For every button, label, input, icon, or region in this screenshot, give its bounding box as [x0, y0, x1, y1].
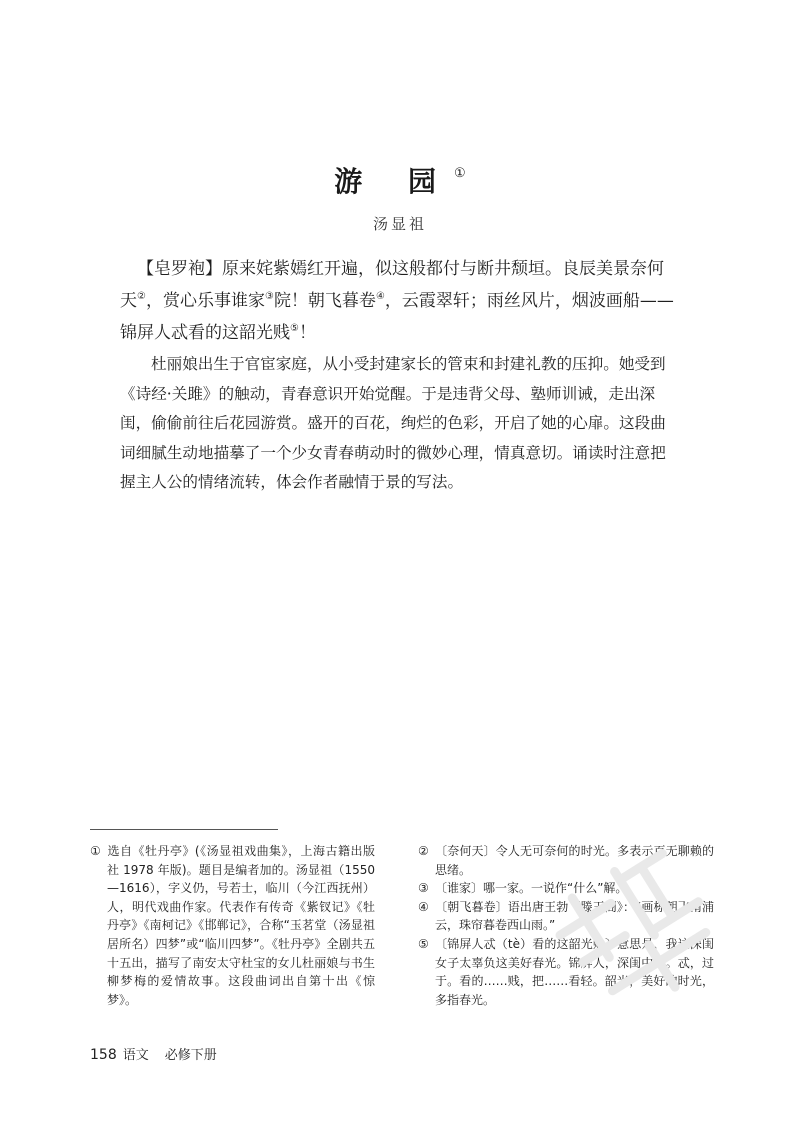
footnote-mark: ④: [418, 899, 429, 914]
aria-segment: 院！朝飞暮卷: [273, 291, 376, 311]
title-text: 游 园: [334, 165, 455, 198]
footnote-ref: ③: [264, 291, 274, 302]
footnote-column-right: [418, 842, 714, 1009]
page-footer: [90, 1044, 217, 1063]
footnote-ref: ②: [137, 291, 146, 302]
footnote-mark: ③: [418, 881, 429, 896]
footnote-text: 〔朝飞暮卷〕语出唐王勃《滕王阁》：“画栋朝飞南浦云，珠帘暮卷西山雨。”: [435, 899, 714, 933]
footnote-text: 〔奈何天〕令人无可奈何的时光。多表示百无聊赖的思绪。: [435, 844, 714, 877]
aria-segment: ，云霞翠轩；雨丝风片，烟波画船——锦屏人忒看的这韶光贱: [120, 291, 674, 343]
footnote-text: 〔锦屏人忒（tè）看的这韶光贱〕意思是，我这深闺女子太辜负这美好春光。锦屏人，深闺中人。忒，过于。看的……贱，把……看轻。韶光，美好的时光，多指春光。: [435, 936, 714, 1007]
aria-segment: ，赏心乐事谁家: [145, 291, 265, 311]
footnote-ref: ④: [375, 291, 385, 302]
footer-volume: 必修下册: [164, 1048, 217, 1063]
aria-lyrics: [120, 256, 680, 347]
footnote-divider: [90, 829, 278, 830]
footnote-column-left: [90, 842, 375, 1009]
footnote-item: [418, 935, 714, 1009]
author-name: 汤显祖: [372, 215, 427, 233]
footnote-mark: ①: [90, 844, 101, 858]
aria-segment: ！: [298, 323, 316, 343]
footnote-mark: ②: [418, 844, 429, 858]
footnote-ref: ⑤: [290, 323, 299, 334]
footnote-text: 选自《牡丹亭》(《汤显祖戏曲集》，上海古籍出版社 1978 年版)。题目是编者加的。汤显祖（1550—1616），字义仍，号若士，临川（今江西抚州）人，明代戏曲作家。代表作有传奇《紫钗记》《牡丹亭》《南柯记》《邯郸记》，合称“玉茗堂（汤显祖居所名）四梦”或“临川四梦”。《牡丹亭》全剧共五十五出，描写了南安太守杜宝的女儿杜丽娘与书生柳梦梅的爱情故事。这段曲词出自第十出《惊梦》。: [107, 844, 375, 1007]
footnote-text: 〔谁家〕哪一家。一说作“什么”解。: [435, 881, 628, 896]
footer-subject: 语文: [122, 1048, 149, 1063]
footnote-item: [418, 898, 714, 935]
footnote-item: [90, 842, 375, 1009]
title-footnote-mark: ①: [454, 166, 466, 181]
page-title: [0, 156, 800, 200]
footnote-mark: ⑤: [418, 936, 429, 951]
page-number: 158: [90, 1047, 117, 1063]
intro-paragraph: 杜丽娘出生于官宦家庭，从小受封建家长的管束和封建礼教的压抑。她受到《诗经·关雎》的触动，青春意识开始觉醒。于是违背父母、塾师训诫，走出深闺，偷偷前往后花园游赏。盛开的百花，绚烂的色彩，开启了她的心扉。这段曲词细腻生动地描摹了一个少女青春萌动时的微妙心理，情真意切。诵读时注意把握主人公的情绪流转，体会作者融情于景的写法。: [120, 355, 666, 491]
footnote-item: [418, 842, 714, 879]
aria-segment: 【皂罗袍】原来姹紫嫣红开遍，似这般都付与断井颓垣。良辰美景奈何天: [120, 259, 664, 311]
footnote-item: [418, 879, 714, 898]
